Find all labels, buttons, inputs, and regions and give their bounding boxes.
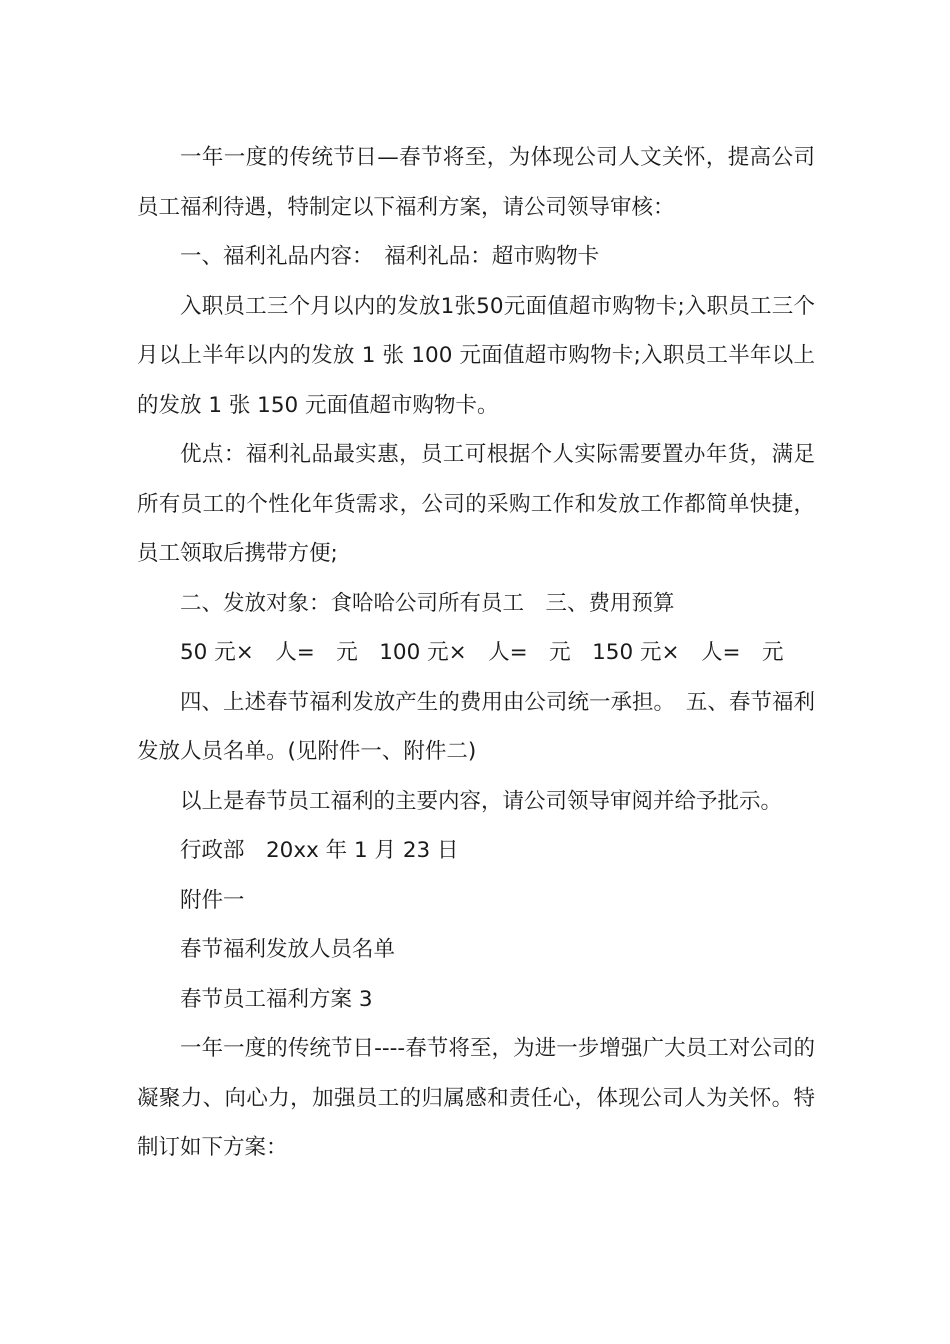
paragraph-plan-3-intro: 一年一度的传统节日----春节将至，为进一步增强广大员工对公司的凝聚力、向心力，加强员工的归属感和责任心，体现公司人为关怀。特制订如下方案： — [137, 1036, 815, 1160]
paragraph-attachment-label: 附件一 — [180, 887, 245, 913]
document-body — [137, 133, 815, 1173]
paragraph-budget-formula: 50 元× 人= 元 100 元× 人= 元 150 元× 人= 元 — [180, 640, 784, 665]
paragraph-summary: 以上是春节员工福利的主要内容，请公司领导审阅并给予批示。 — [180, 788, 783, 814]
paragraph-gift-rules: 入职员工三个月以内的发放1张50元面值超市购物卡;入职员工三个月以上半年以内的发放 1 张 100 元面值超市购物卡;入职员工半年以上的发放 1 张 150 元面值超市购物卡。 — [137, 293, 815, 418]
paragraph-recipients-budget: 二、发放对象：食哈哈公司所有员工 三、费用预算 — [180, 590, 675, 616]
paragraph-cost-and-list: 四、上述春节福利发放产生的费用由公司统一承担。 五、春节福利发放人员名单。(见附件一、附件二) — [137, 689, 815, 764]
paragraph-intro: 一年一度的传统节日—春节将至，为体现公司人文关怀，提高公司员工福利待遇，特制定以下福利方案，请公司领导审核： — [137, 145, 815, 220]
paragraph-plan-3-heading: 春节员工福利方案 3 — [180, 986, 373, 1012]
paragraph-signature-date: 行政部 20xx 年 1 月 23 日 — [180, 838, 459, 863]
paragraph-gift-content: 一、福利礼品内容： 福利礼品：超市购物卡 — [180, 244, 600, 269]
paragraph-attachment-title: 春节福利发放人员名单 — [180, 937, 396, 962]
paragraph-advantages: 优点：福利礼品最实惠，员工可根据个人实际需要置办年货，满足所有员工的个性化年货需求，公司的采购工作和发放工作都简单快捷，员工领取后携带方便; — [137, 442, 815, 566]
